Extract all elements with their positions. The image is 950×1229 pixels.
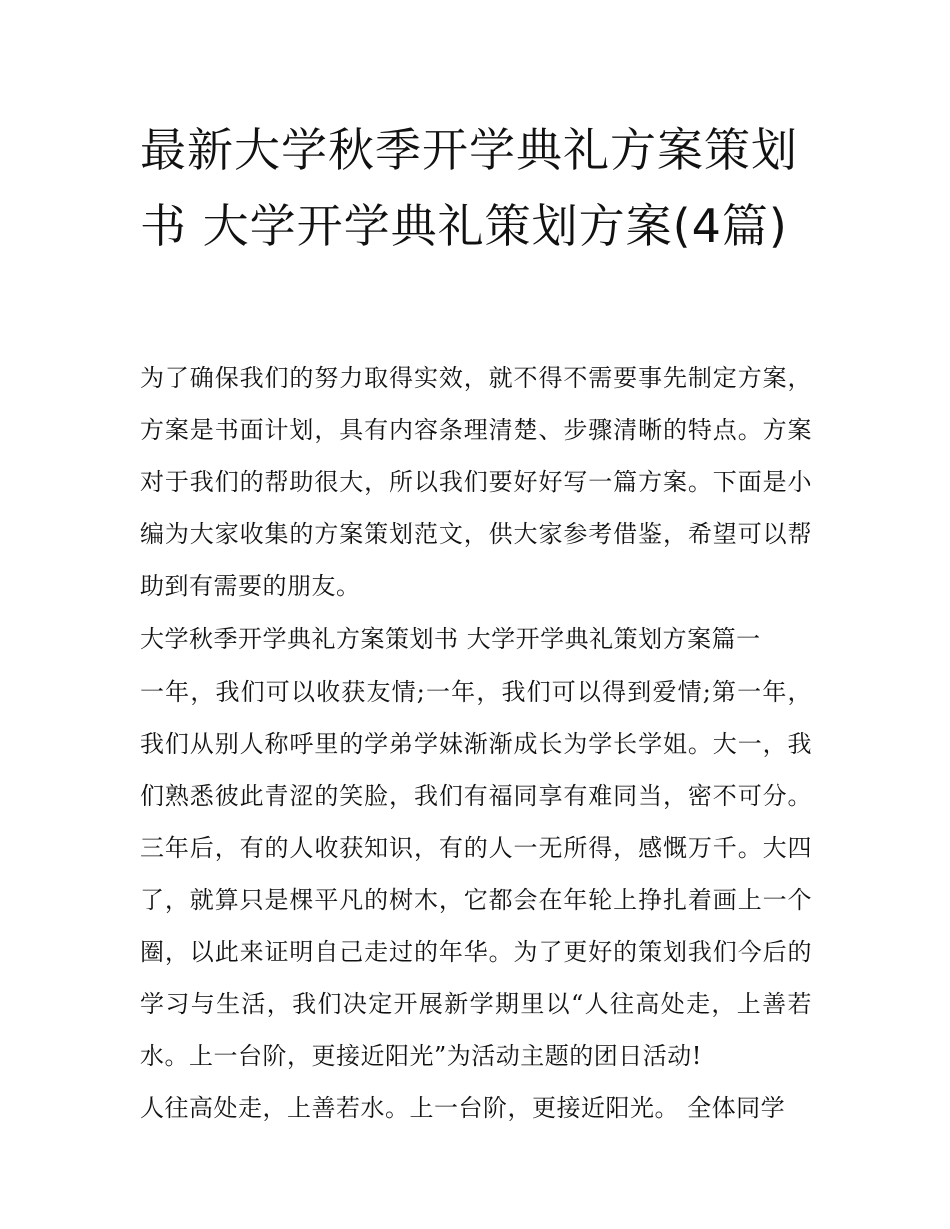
body-paragraph: 一年，我们可以收获友情;一年，我们可以得到爱情;第一年，我们从别人称呼里的学弟学妹渐渐成长为学长学姐。大一，我们熟悉彼此青涩的笑脸，我们有福同享有难同当，密不可分。三年后，有的人收获知识，有的人一无所得，感慨万千。大四了，就算只是棵平凡的树木，它都会在年轮上挣扎着画上一个圈，以此来证明自己走过的年华。为了更好的策划我们今后的学习与生活，我们决定开展新学期里以“人往高处走，上善若水。上一台阶，更接近阳光”为活动主题的团日活动! [140, 678, 812, 1070]
document-body [140, 352, 812, 1134]
intro-paragraph: 为了确保我们的努力取得实效，就不得不需要事先制定方案，方案是书面计划，具有内容条理清楚、步骤清晰的特点。方案对于我们的帮助很大，所以我们要好好写一篇方案。下面是小编为大家收集的方案策划范文，供大家参考借鉴，希望可以帮助到有需要的朋友。 [140, 364, 812, 600]
document-title: 最新大学秋季开学典礼方案策划书 大学开学典礼策划方案(4篇) [140, 123, 798, 253]
section-heading: 大学秋季开学典礼方案策划书 大学开学典礼策划方案篇一 [140, 625, 761, 653]
body-paragraph-last: 人往高处走，上善若水。上一台阶，更接近阳光。 全体同学 [140, 1094, 786, 1122]
